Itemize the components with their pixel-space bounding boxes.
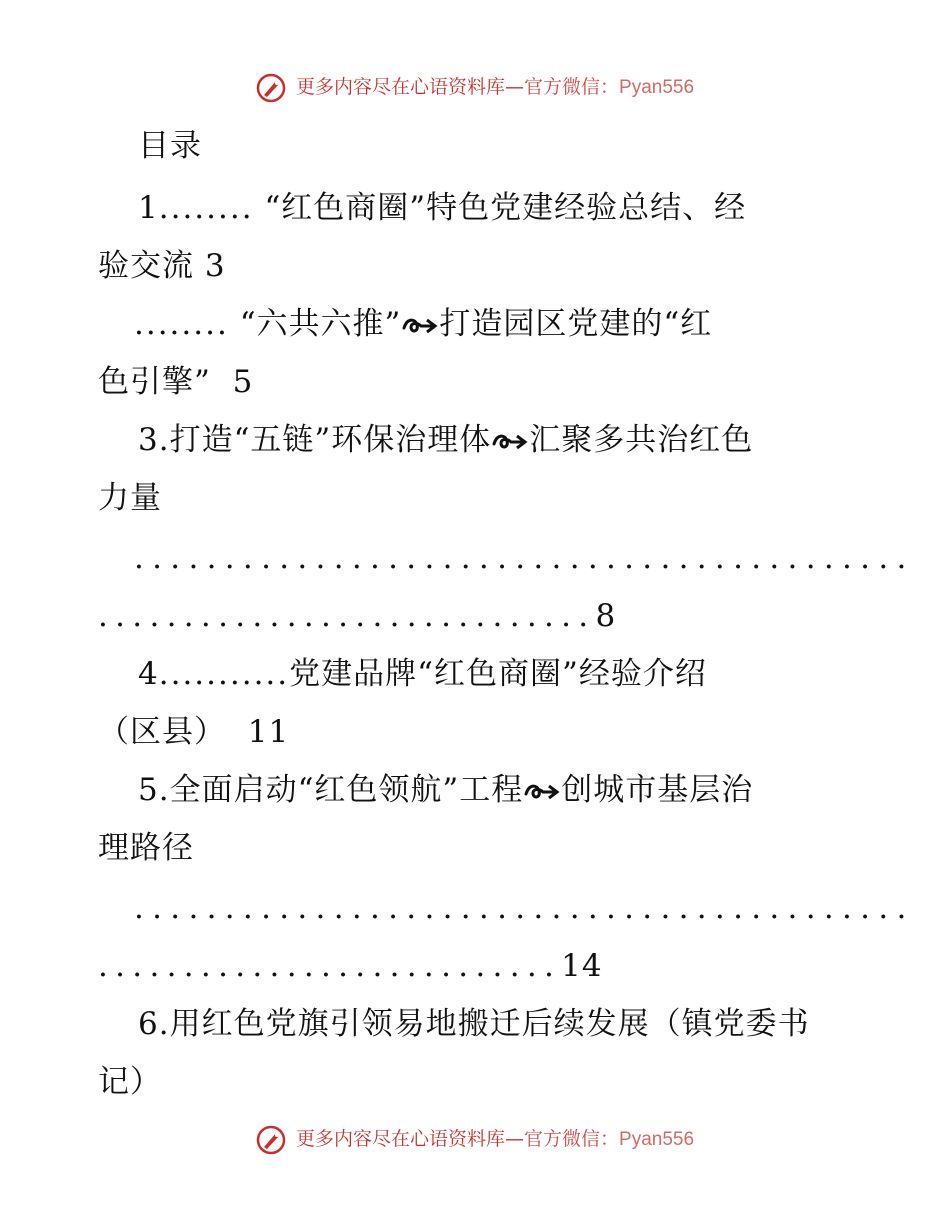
- flourish-separator-icon: [523, 780, 561, 802]
- toc-leader-dots: ...........................: [98, 948, 562, 984]
- toc-entry-title-cont: 验交流: [98, 248, 194, 284]
- watermark-site-text: 更多内容尽在心语资料库: [296, 1128, 506, 1150]
- watermark-dash: —: [505, 1128, 525, 1150]
- toc-page-number: 3: [204, 248, 226, 284]
- toc-entry-title: 用红色党旗引领易地搬迁后续发展（镇党委书: [169, 1006, 810, 1042]
- flourish-separator-icon: [401, 314, 439, 336]
- toc-entry-5-line-2[interactable]: 理路径: [98, 830, 194, 866]
- pen-logo-icon: [256, 1125, 286, 1155]
- toc-entry-2-line-2[interactable]: [98, 362, 253, 402]
- toc-leader-dots: ...........................................: [134, 540, 915, 576]
- toc-leader-dots: ...........................................: [134, 890, 915, 926]
- toc-heading: 目录: [138, 128, 202, 164]
- toc-page-number: 11: [247, 714, 290, 750]
- toc-entry-title-cont: （区县）: [98, 714, 226, 750]
- flourish-separator-icon: [491, 430, 529, 452]
- watermark-wechat-label: 官方微信：: [524, 76, 620, 98]
- watermark-wechat-id: Pyan556: [619, 1129, 695, 1150]
- toc-entry-5-line-1[interactable]: [138, 770, 753, 810]
- toc-entry-2-line-1[interactable]: [134, 304, 712, 344]
- watermark-site-text: 更多内容尽在心语资料库: [296, 76, 506, 98]
- toc-leader-dots: ...........: [158, 656, 290, 692]
- pen-logo-icon: [256, 73, 286, 103]
- toc-page-number: 14: [561, 948, 603, 984]
- toc-entry-4-line-1[interactable]: [138, 654, 707, 694]
- toc-entry-6-line-1[interactable]: [138, 1004, 810, 1044]
- toc-leader-dots: .............................: [98, 598, 596, 634]
- toc-entry-6-line-2[interactable]: 记）: [98, 1064, 162, 1100]
- toc-leader-dots: ........: [134, 306, 229, 342]
- toc-entry-title-a: “六共六推”: [239, 306, 402, 342]
- toc-entry-1-line-1[interactable]: [138, 188, 746, 228]
- toc-entry-number: 6.: [138, 1006, 170, 1042]
- toc-entry-title: 党建品牌“红色商圈”经验介绍: [289, 656, 707, 692]
- footer-watermark: [0, 1124, 950, 1155]
- toc-entry-title-a: 打造“五链”环保治理体: [169, 422, 492, 458]
- toc-entry-title-b: 汇聚多共治红色: [529, 422, 754, 458]
- watermark-dash: —: [505, 76, 525, 98]
- toc-entry-3-line-4[interactable]: [98, 596, 616, 636]
- toc-entry-4-line-2[interactable]: [98, 712, 289, 752]
- toc-entry-number: 5.: [138, 772, 170, 808]
- toc-entry-title-a: 全面启动“红色领航”工程: [169, 772, 524, 808]
- watermark-wechat-id: Pyan556: [619, 77, 695, 98]
- toc-entry-title-b: 打造园区党建的“红: [439, 306, 713, 342]
- toc-entry-title-cont: 色引擎”: [98, 364, 211, 400]
- toc-entry-number: 4: [138, 656, 159, 692]
- toc-entry-title-b: 创城市基层治: [561, 772, 754, 808]
- toc-entry-number: 1: [138, 190, 159, 226]
- toc-page-number: 8: [595, 598, 617, 634]
- toc-leader-dots: ........: [158, 190, 254, 226]
- toc-entry-number: 3.: [138, 422, 170, 458]
- toc-entry-5-line-4[interactable]: [98, 946, 603, 986]
- toc-entry-1-line-2[interactable]: [98, 246, 226, 286]
- toc-entry-3-line-2[interactable]: 力量: [98, 480, 162, 516]
- toc-page-number: 5: [232, 364, 254, 400]
- header-watermark: [0, 72, 950, 103]
- toc-entry-3-line-1[interactable]: [138, 420, 753, 460]
- toc-entry-title: “红色商圈”特色党建经验总结、经: [264, 190, 747, 226]
- watermark-wechat-label: 官方微信：: [524, 1128, 620, 1150]
